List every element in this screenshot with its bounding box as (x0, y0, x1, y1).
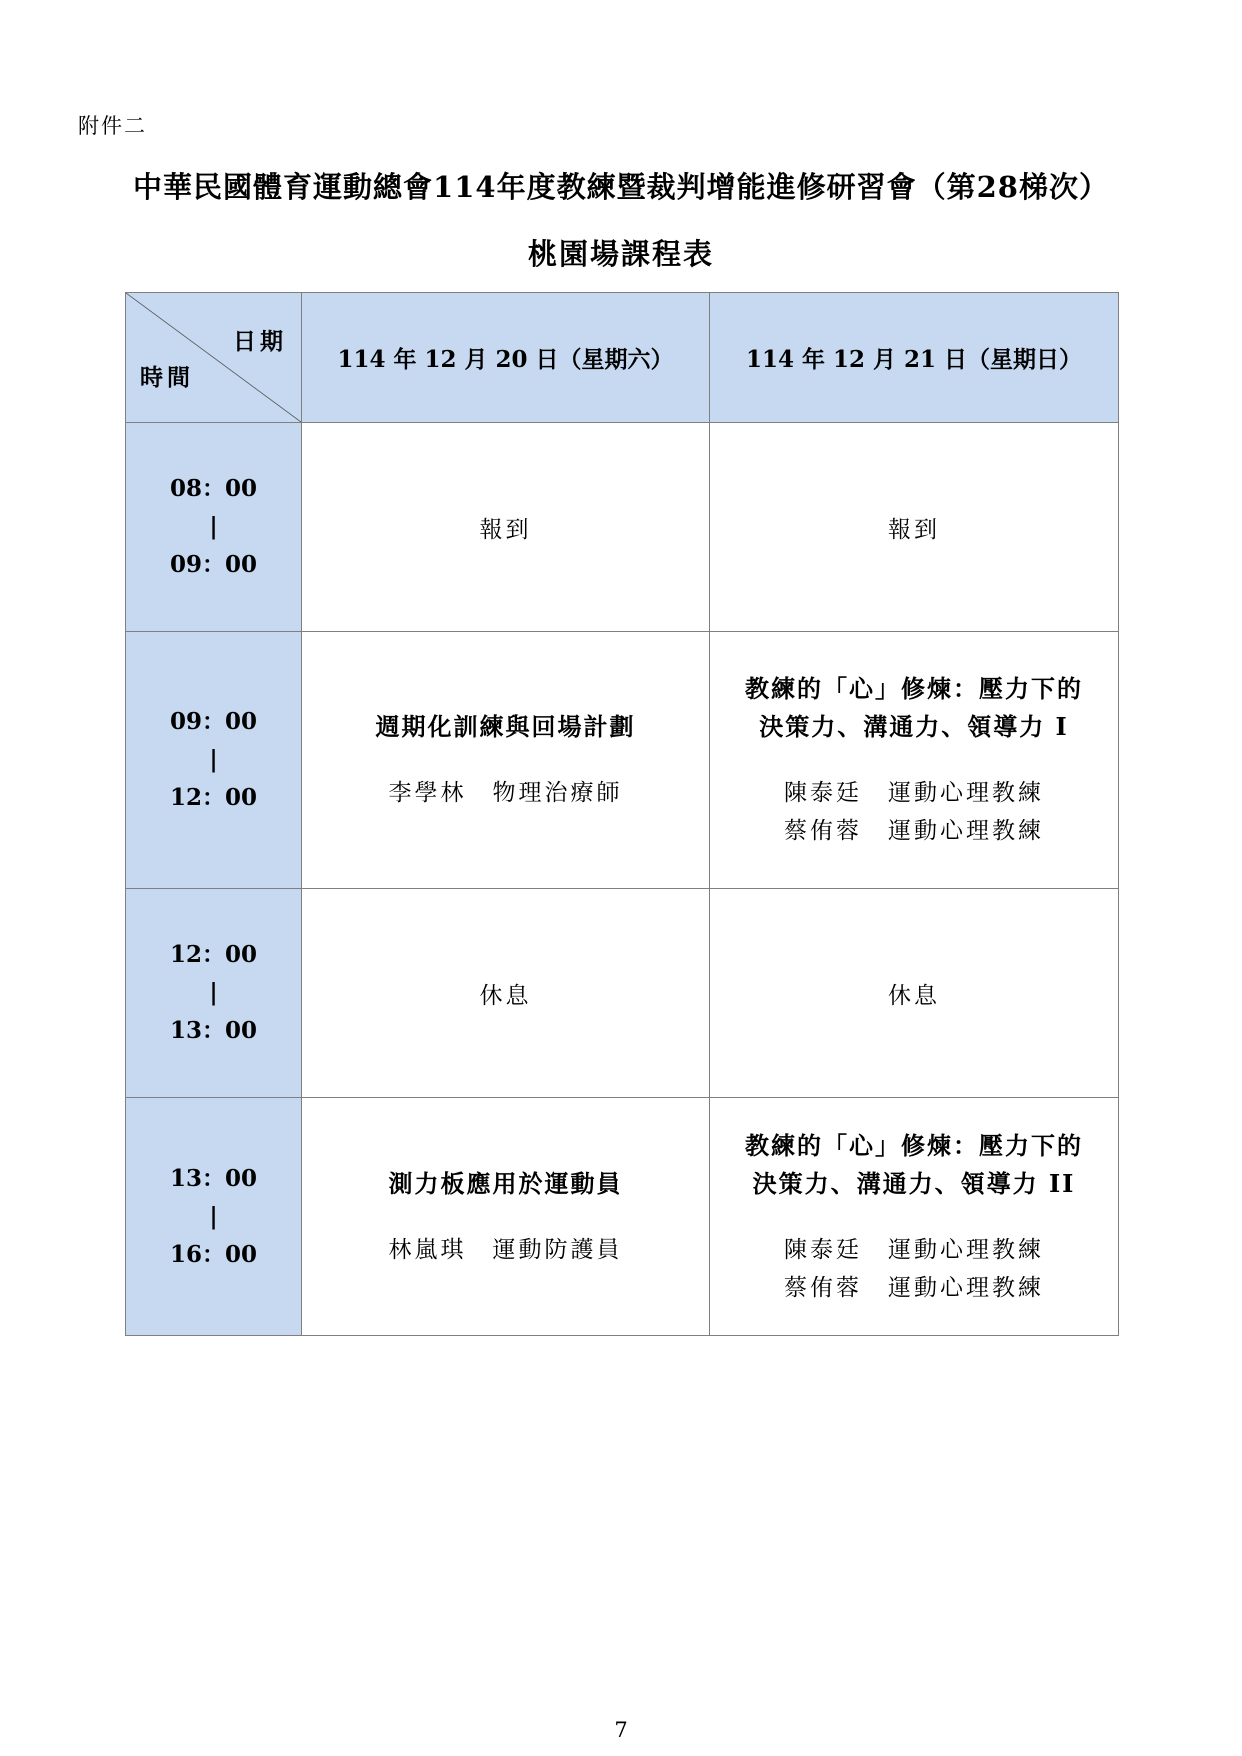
speaker-list (710, 1231, 1118, 1307)
time-separator: | (209, 979, 218, 1006)
corner-time-label: 時間 (140, 364, 194, 391)
table-row (126, 1098, 1119, 1336)
time-start: 08：00 (169, 475, 257, 502)
time-start: 09：00 (169, 708, 257, 735)
document-subtitle: 桃園場課程表 (527, 237, 714, 271)
course-title-line1: 教練的「心」修煉：壓力下的 (745, 674, 1083, 703)
time-cell (126, 632, 302, 889)
table-row (126, 632, 1119, 889)
time-end: 13：00 (169, 1017, 257, 1044)
time-end: 16：00 (169, 1240, 257, 1268)
day1-session: 報到 (302, 423, 710, 632)
corner-date-label: 日期 (233, 328, 287, 355)
course-title: 測力板應用於運動員 (388, 1168, 623, 1198)
day1-header: 114 年 12 月 20 日（星期六） (302, 293, 710, 423)
day2-session (710, 632, 1119, 889)
speaker: 陳泰廷 運動心理教練 (784, 780, 1044, 806)
day1-session (302, 1098, 710, 1336)
course-title-line1: 教練的「心」修煉：壓力下的 (745, 1130, 1083, 1160)
course-title-line2: 決策力、溝通力、領導力 I (759, 712, 1069, 741)
corner-cell (126, 293, 302, 423)
speaker-list (302, 774, 709, 812)
time-cell (126, 889, 302, 1098)
time-start: 12：00 (169, 941, 257, 968)
day2-header: 114 年 12 月 21 日（星期日） (710, 293, 1119, 423)
course-title-line2: 決策力、溝通力、領導力 II (752, 1168, 1076, 1198)
speaker: 蔡侑蓉 運動心理教練 (784, 818, 1044, 844)
time-separator: | (209, 746, 218, 773)
time-separator: | (209, 1202, 218, 1230)
speaker: 蔡侑蓉 運動心理教練 (784, 1274, 1044, 1301)
speaker: 林嵐琪 運動防護員 (388, 1236, 623, 1263)
header-row (126, 293, 1119, 423)
time-start: 13：00 (169, 1164, 257, 1192)
speaker: 李學林 物理治療師 (388, 780, 623, 806)
day2-session: 休息 (710, 889, 1119, 1098)
speaker-list (710, 774, 1118, 850)
document-title: 中華民國體育運動總會114年度教練暨裁判增能進修研習會（第28梯次） (133, 170, 1109, 204)
day1-session (302, 632, 710, 889)
page-number: 7 (614, 1718, 628, 1742)
time-cell (126, 1098, 302, 1336)
speaker: 陳泰廷 運動心理教練 (784, 1236, 1044, 1263)
attachment-label: 附件二 (78, 114, 147, 138)
course-title (710, 670, 1118, 746)
time-end: 12：00 (169, 784, 257, 811)
table-row (126, 423, 1119, 632)
schedule-table (125, 292, 1119, 1336)
time-cell (126, 423, 302, 632)
day2-session: 報到 (710, 423, 1119, 632)
diagonal-line (126, 293, 301, 422)
course-title (710, 1127, 1118, 1203)
speaker-list (302, 1231, 709, 1269)
table-row (126, 889, 1119, 1098)
time-separator: | (209, 513, 218, 540)
day1-session: 休息 (302, 889, 710, 1098)
day2-session (710, 1098, 1119, 1336)
course-title: 週期化訓練與回場計劃 (375, 712, 636, 741)
time-end: 09：00 (169, 551, 257, 578)
